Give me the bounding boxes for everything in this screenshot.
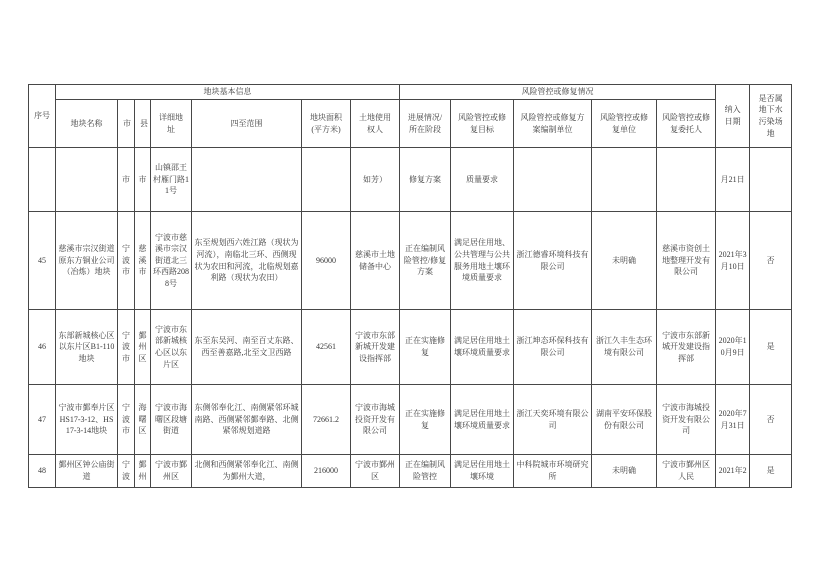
table-row [29,310,792,385]
table-cell: 宁波市 [118,310,135,385]
header-serial-number: 序号 [29,85,56,148]
table-cell: 72661.2 [302,385,351,455]
table-cell: 湖南平安环保股份有限公司 [592,385,657,455]
table-cell: 浙江久丰生态环境有限公司 [592,310,657,385]
table-row [29,212,792,310]
table-cell: 东至规划西六姓江路（现状为河流），南临北三环、西侧现状为农田和河流，北临规划嘉利路（现状为农田） [192,212,302,310]
table-cell: 是 [750,455,792,488]
table-cell: 慈溪市资创土地整理开发有限公司 [657,212,716,310]
table-cell [29,148,56,212]
table-cell [514,148,592,212]
table-cell: 满足居住用地土壤环境质量要求 [451,385,514,455]
table-cell: 2021年2 [716,455,750,488]
header-land-use-rights-holder: 土地使用权人 [351,100,400,148]
header-columns-row [29,100,792,148]
table-cell: 海曙区 [135,385,151,455]
table-row [29,385,792,455]
table-cell: 216000 [302,455,351,488]
header-remediation-client: 风险管控或修复委托人 [657,100,716,148]
table-cell: 宁波市鄞州区 [151,455,192,488]
header-group-row [29,85,792,100]
header-plan-preparation-unit: 风险管控或修复方案编制单位 [514,100,592,148]
table-cell: 满足居住用地土壤环境 [451,455,514,488]
header-county: 县 [135,100,151,148]
table-cell: 浙江坤态环保科技有限公司 [514,310,592,385]
header-parcel-area: 地块面积(平方米) [302,100,351,148]
header-group-risk-status: 风险管控或修复情况 [400,85,716,100]
table-cell: 宁波市东部新城开发建设指挥部 [657,310,716,385]
table-cell [657,148,716,212]
table-cell [192,148,302,212]
table-cell [56,148,118,212]
table-cell: 宁波市海城投资开发有限公司 [657,385,716,455]
table-cell: 宁波市东部新城开发建设指挥部 [351,310,400,385]
header-detailed-address: 详细地址 [151,100,192,148]
table-cell: 未明确 [592,212,657,310]
table-cell: 东侧邻奉化江、南侧紧邻环城南路、西侧紧邻鄞奉路、北侧紧邻规划道路 [192,385,302,455]
table-cell: 月21日 [716,148,750,212]
table-cell: 42561 [302,310,351,385]
table-cell: 2020年10月9日 [716,310,750,385]
table-cell: 46 [29,310,56,385]
table-cell: 山镇邵王村雁门路11号 [151,148,192,212]
table-cell: 47 [29,385,56,455]
header-parcel-name: 地块名称 [56,100,118,148]
table-cell: 正在编制风险管控/修复方案 [400,212,451,310]
table-cell: 宁波市慈溪市宗汉街道北三环西路2088号 [151,212,192,310]
table-cell: 宁波市鄞奉片区HS17-3-12、HS17-3-14地块 [56,385,118,455]
table-cell: 市 [118,148,135,212]
table-cell: 正在实施修复 [400,310,451,385]
table-cell: 宁波市海城投资开发有限公司 [351,385,400,455]
table-cell: 是 [750,310,792,385]
table-cell: 浙江德睿环境科技有限公司 [514,212,592,310]
table-cell: 市 [135,148,151,212]
table-cell [592,148,657,212]
table-cell: 鄞州区钟公庙街道 [56,455,118,488]
table-cell: 宁波市 [118,212,135,310]
table-cell: 慈溪市宗汉街道原东方铜业公司（冶炼）地块 [56,212,118,310]
table-cell: 修复方案 [400,148,451,212]
table-cell: 浙江天奕环境有限公司 [514,385,592,455]
table-cell: 鄞州区 [135,310,151,385]
table-cell: 满足居住用地、公共管理与公共服务用地土壤环境质量要求 [451,212,514,310]
table-cell: 未明确 [592,455,657,488]
header-progress-stage: 进展情况/所在阶段 [400,100,451,148]
land-parcel-table [28,84,792,488]
header-boundaries: 四至范围 [192,100,302,148]
table-cell [302,148,351,212]
header-groundwater-site: 是否属地下水污染场地 [750,85,792,148]
header-remediation-target: 风险管控或修复目标 [451,100,514,148]
table-cell: 质量要求 [451,148,514,212]
table-cell: 96000 [302,212,351,310]
table-cell: 慈溪市土地储备中心 [351,212,400,310]
table-cell: 48 [29,455,56,488]
table-cell: 正在编制风险管控 [400,455,451,488]
table-cell: 2020年7月31日 [716,385,750,455]
table-cell: 正在实施修复 [400,385,451,455]
header-include-date: 纳入日期 [716,85,750,148]
table-cell: 宁波市 [118,385,135,455]
table-row [29,148,792,212]
table-cell: 东部新城核心区以东片区B1-110地块 [56,310,118,385]
table-cell: 否 [750,212,792,310]
header-group-basic-info: 地块基本信息 [56,85,400,100]
table-cell: 满足居住用地土壤环境质量要求 [451,310,514,385]
table-body [29,148,792,488]
table-cell [750,148,792,212]
table-row [29,455,792,488]
table-cell: 北侧和西侧紧邻奉化江、南侧为鄞州大道， [192,455,302,488]
header-remediation-unit: 风险管控或修复单位 [592,100,657,148]
header-city: 市 [118,100,135,148]
table-cell: 宁波市鄞州区人民 [657,455,716,488]
table-cell: 45 [29,212,56,310]
table-cell: 宁波市东部新城核心区以东片区 [151,310,192,385]
table-cell: 中科院城市环境研究所 [514,455,592,488]
table-cell: 如芳） [351,148,400,212]
table-cell: 否 [750,385,792,455]
table-cell: 2021年3月10日 [716,212,750,310]
table-cell: 东至东吴河、南至百丈东路、西至善嘉路,北至文卫西路 [192,310,302,385]
table-cell: 宁波市海曙区段塘街道 [151,385,192,455]
table-cell: 慈溪市 [135,212,151,310]
table-cell: 宁波市鄞州区 [351,455,400,488]
table-cell: 宁波 [118,455,135,488]
table-cell: 鄞州 [135,455,151,488]
